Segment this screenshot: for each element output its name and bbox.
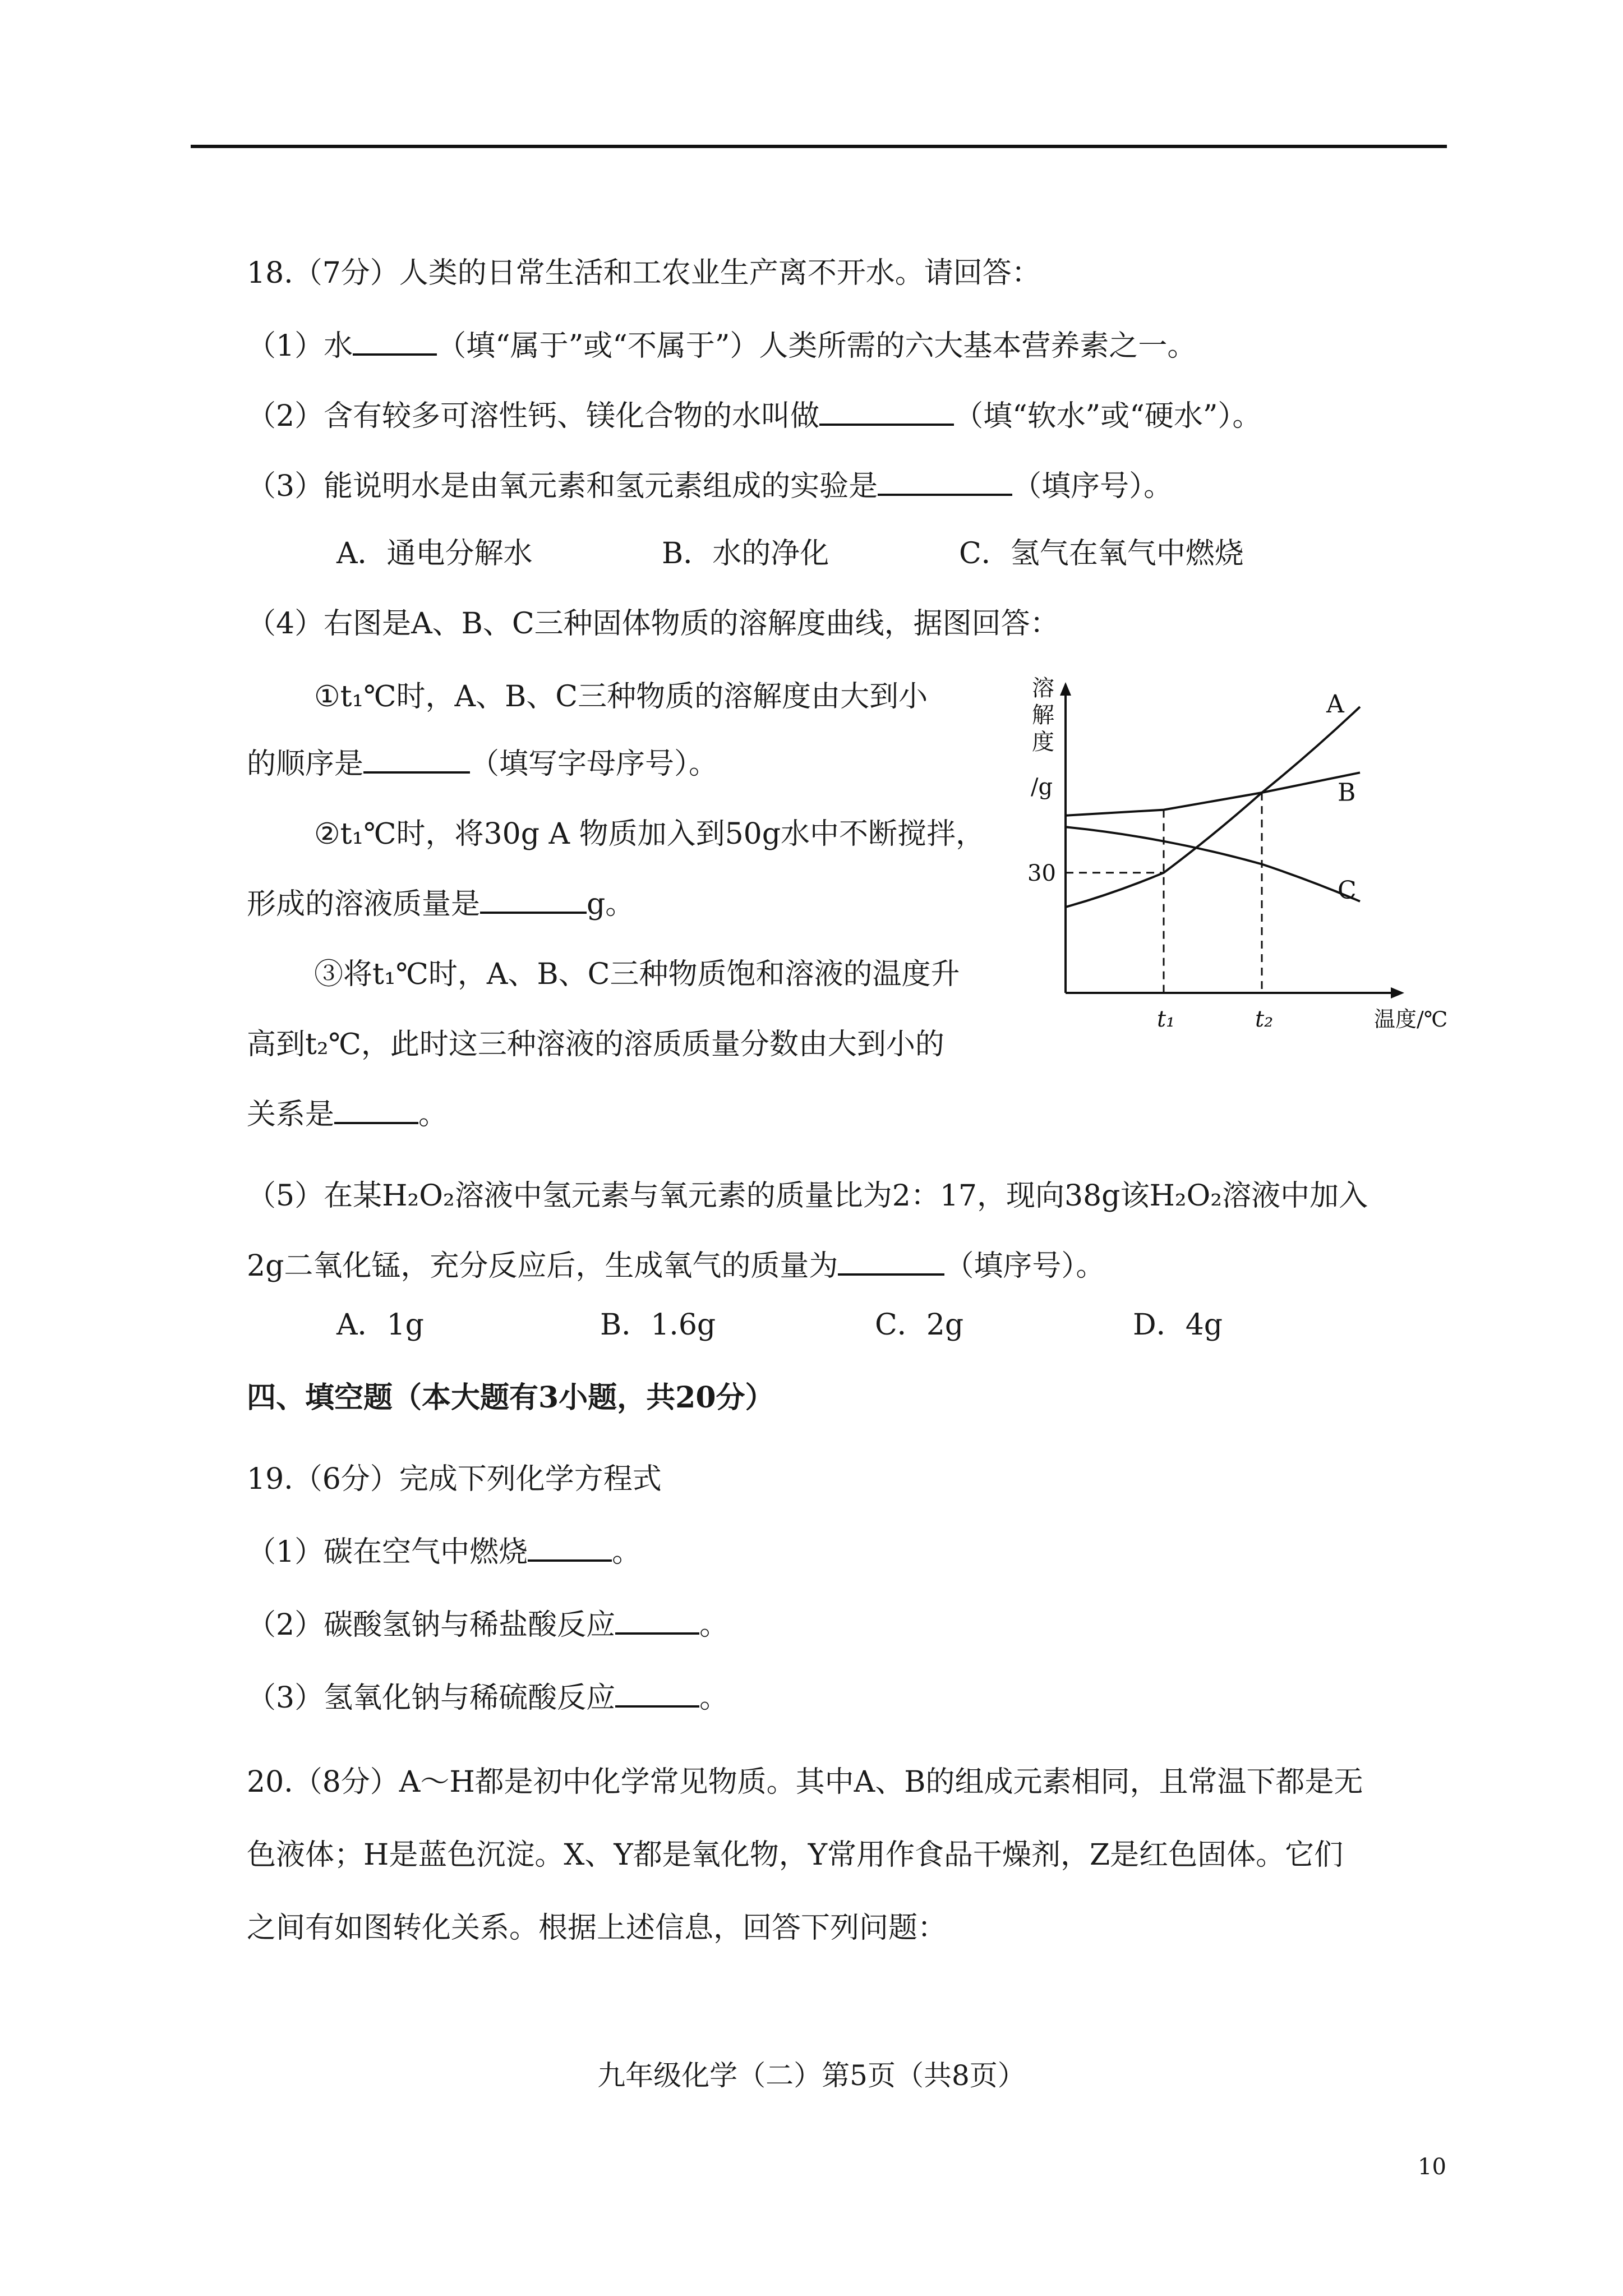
- q20-line2: 色液体；H是蓝色沉淀。X、Y都是氧化物，Y常用作食品干燥剂，Z是红色固体。它们: [247, 1838, 1344, 1872]
- q18-part4-3a: ③将t₁℃时，A、B、C三种物质饱和溶液的温度升: [314, 958, 960, 991]
- q18-part4-3c: 关系是 。: [247, 1098, 448, 1131]
- series-A-label: A: [1326, 690, 1344, 719]
- answer-blank[interactable]: [819, 399, 954, 426]
- q18-option-c: C．氢气在氧气中燃烧: [959, 537, 1244, 570]
- answer-blank[interactable]: [615, 1608, 699, 1635]
- solubility-chart: [1021, 673, 1448, 1043]
- q19-item2: （2）碳酸氢钠与稀盐酸反应 。: [247, 1608, 729, 1642]
- q18-part4-2b: 形成的溶液质量是 g。: [247, 887, 635, 921]
- answer-blank[interactable]: [878, 469, 1012, 496]
- answer-blank[interactable]: [363, 747, 470, 774]
- x-axis-label: 温度/℃: [1374, 1007, 1448, 1032]
- answer-blank[interactable]: [528, 1535, 612, 1562]
- q18-part4-2a: ②t₁℃时，将30g A 物质加入到50g水中不断搅拌，: [314, 817, 985, 851]
- q18-5-option-b: B．1.6g: [600, 1308, 716, 1342]
- q19-item3: （3）氢氧化钠与稀硫酸反应 。: [247, 1681, 729, 1715]
- q18-5-option-a: A．1g: [336, 1308, 424, 1342]
- section4-title: 四、填空题（本大题有3小题，共20分）: [247, 1381, 774, 1415]
- series-C-curve: [1066, 827, 1360, 901]
- page-footer: 九年级化学（二）第5页（共8页）: [597, 2059, 1026, 2092]
- answer-blank[interactable]: [838, 1249, 944, 1276]
- q18-part4-1b: 的顺序是 （填写字母序号）。: [247, 747, 718, 781]
- answer-blank[interactable]: [334, 1097, 418, 1124]
- series-B-curve: [1066, 772, 1360, 816]
- q18-5-option-c: C．2g: [875, 1308, 964, 1342]
- series-B-label: B: [1338, 778, 1356, 807]
- q18-part5a: （5）在某H₂O₂溶液中氢元素与氧元素的质量比为2：17，现向38g该H₂O₂溶液中加入: [247, 1179, 1368, 1213]
- top-rule: [191, 145, 1447, 148]
- q18-5-option-d: D．4g: [1133, 1308, 1223, 1342]
- q18-title: 18.（7分）人类的日常生活和工农业生产离不开水。请回答：: [247, 256, 1041, 290]
- x-tick-label: t₂: [1255, 1006, 1274, 1032]
- q20-line1: 20.（8分）A～H都是初中化学常见物质。其中A、B的组成元素相同，且常温下都是无: [247, 1765, 1363, 1799]
- series-C-label: C: [1338, 876, 1357, 905]
- q18-option-b: B．水的净化: [662, 537, 829, 570]
- y-axis-label: 溶解度/g: [1031, 675, 1054, 800]
- answer-blank[interactable]: [353, 329, 437, 356]
- page-number: 10: [1418, 2154, 1446, 2180]
- q18-part4-1a: ①t₁℃时，A、B、C三种物质的溶解度由大到小: [314, 680, 928, 714]
- q18-part1: （1）水 （填“属于”或“不属于”）人类所需的六大基本营养素之一。: [247, 329, 1197, 363]
- answer-blank[interactable]: [615, 1681, 699, 1708]
- q18-part5b: 2g二氧化锰，充分反应后，生成氧气的质量为 （填序号）。: [247, 1249, 1105, 1283]
- q20-line3: 之间有如图转化关系。根据上述信息，回答下列问题：: [247, 1911, 947, 1945]
- q19-item1: （1）碳在空气中燃烧 。: [247, 1535, 642, 1569]
- q18-part4: （4）右图是A、B、C三种固体物质的溶解度曲线，据图回答：: [247, 607, 1059, 641]
- x-tick-label: t₁: [1157, 1006, 1175, 1032]
- series-A-curve: [1066, 707, 1360, 907]
- q19-title: 19.（6分）完成下列化学方程式: [247, 1462, 662, 1496]
- q18-part4-3b: 高到t₂℃，此时这三种溶液的溶质质量分数由大到小的: [247, 1028, 944, 1061]
- x-axis-arrow: [1391, 987, 1404, 999]
- answer-blank[interactable]: [480, 887, 587, 914]
- q18-part2: （2）含有较多可溶性钙、镁化合物的水叫做 （填“软水”或“硬水”）。: [247, 399, 1262, 433]
- y-axis-arrow: [1060, 682, 1071, 696]
- q18-option-a: A．通电分解水: [336, 537, 533, 570]
- q18-part3: （3）能说明水是由氧元素和氢元素组成的实验是 （填序号）。: [247, 470, 1173, 503]
- y-tick-label: 30: [1027, 860, 1056, 886]
